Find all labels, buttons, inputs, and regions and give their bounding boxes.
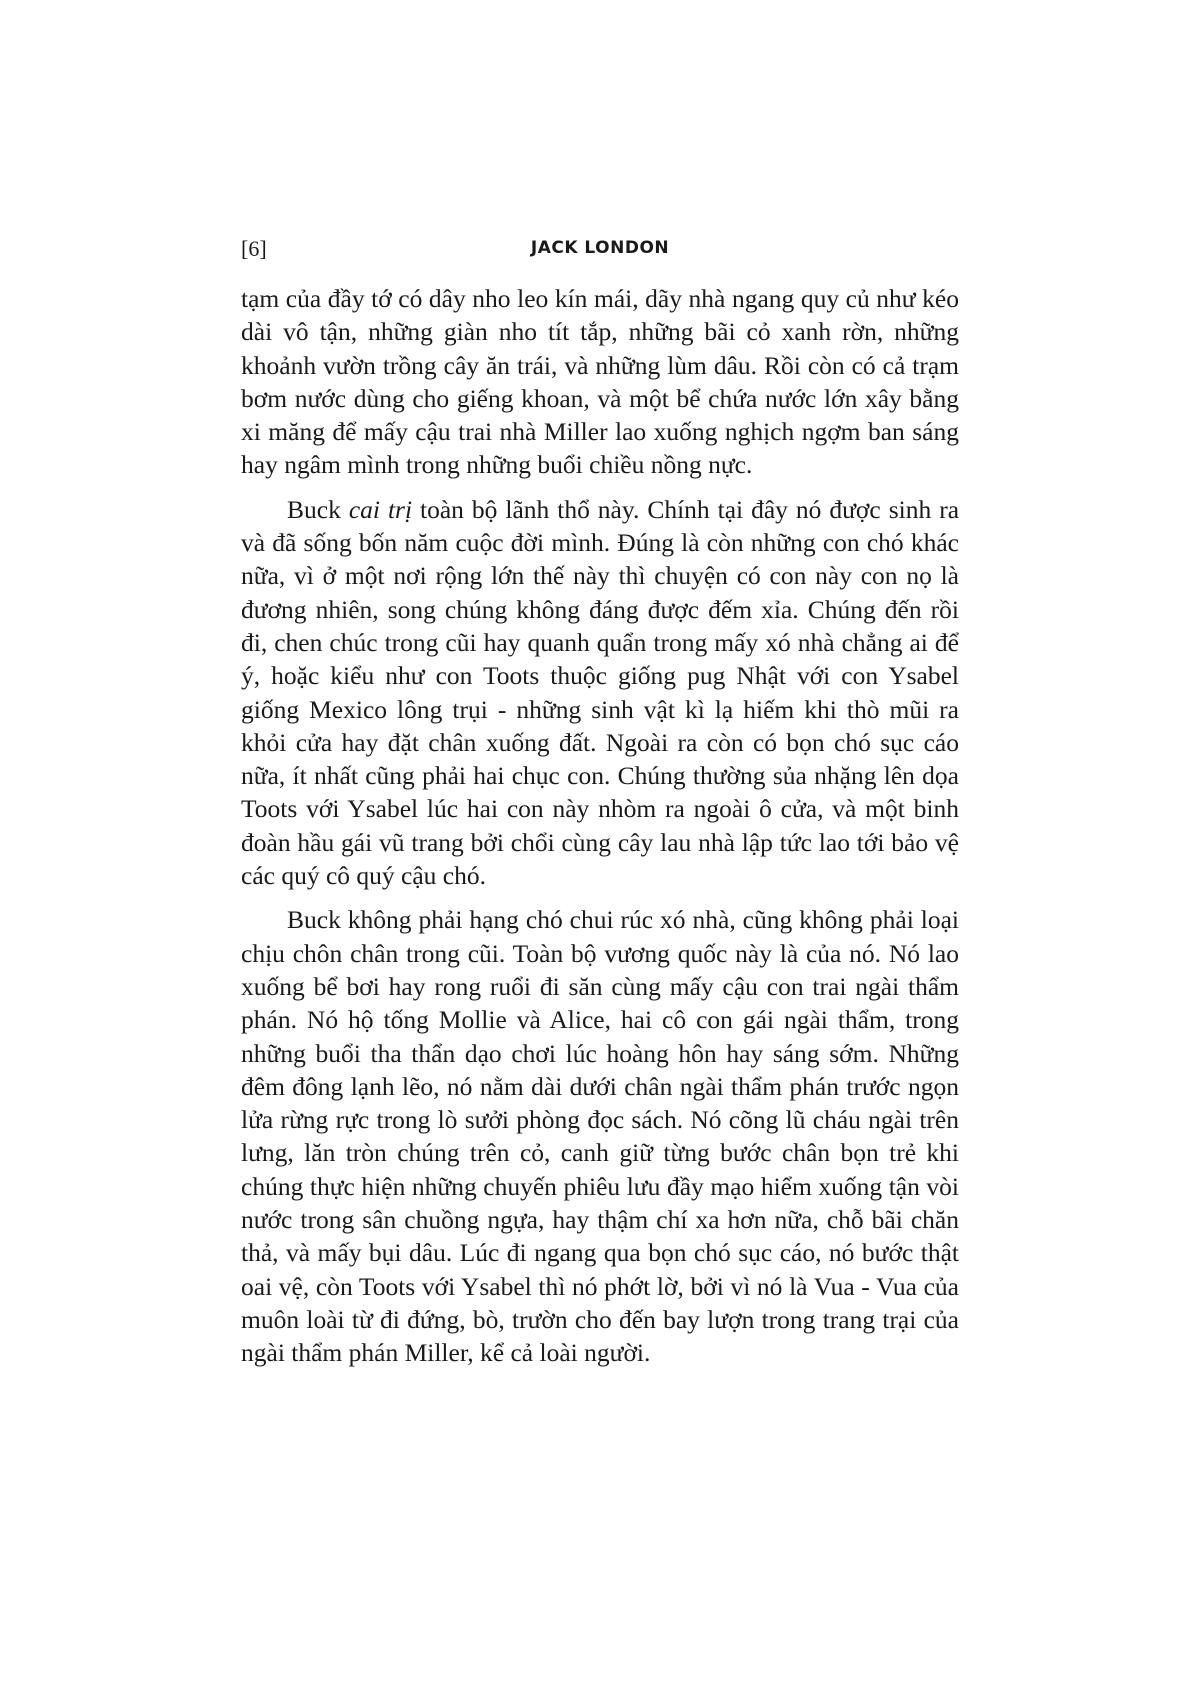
paragraph-text: toàn bộ lãnh thổ này. Chính tại đây nó được sinh ra và đã sống bốn năm cuộc đời mình. Đúng là còn những con chó khác nữa, vì ở một nơi rộng lớn thế này thì chuyện có con này con nọ là đương nhiên, song chúng không đáng được đếm xỉa. Chúng đến rồi đi, chen chúc trong cũi hay quanh quẩn trong mấy xó nhà chẳng ai để ý, hoặc kiểu như con Toots thuộc giống pug Nhật với con Ysabel giống Mexico lông trụi - những sinh vật kì lạ hiếm khi thò mũi ra khỏi cửa hay đặt chân xuống đất. Ngoài ra còn có bọn chó sục cáo nữa, ít nhất cũng phải hai chục con. Chúng thường sủa nhặng lên dọa Toots với Ysabel lúc hai con này nhòm ra ngoài ô cửa, và một binh đoàn hầu gái vũ trang bởi chổi cùng cây lau nhà lập tức lao tới bảo vệ các quý cô quý cậu chó. — [241, 494, 960, 891]
page-number: [6] — [241, 236, 267, 261]
running-head-author: JACK LONDON — [530, 238, 670, 258]
paragraph-continued: tạm của đầy tớ có dây nho leo kín mái, dãy nhà ngang quy củ như kéo dài vô tận, những giàn nho tít tắp, những bãi cỏ xanh rờn, những khoảnh vườn trồng cây ăn trái, và những lùm dâu. Rồi còn có cả trạm bơm nước dùng cho giếng khoan, và một bể chứa nước lớn xây bằng xi măng để mấy cậu trai nhà Miller lao xuống nghịch ngợm ban sáng hay ngâm mình trong những buổi chiều nồng nực. — [241, 284, 959, 480]
body-text — [241, 282, 959, 1381]
paragraph-buck-kingdom: Buck không phải hạng chó chui rúc xó nhà, cũng không phải loại chịu chôn chân trong cũi. Toàn bộ vương quốc này là của nó. Nó lao xuống bể bơi hay rong ruổi đi săn cùng mấy cậu con trai ngài thẩm phán. Nó hộ tống Mollie và Alice, hai cô con gái ngài thẩm, trong những buổi tha thẩn dạo chơi lúc hoàng hôn hay sáng sớm. Những đêm đông lạnh lẽo, nó nằm dài dưới chân ngài thẩm phán trước ngọn lửa rừng rực trong lò sưởi phòng đọc sách. Nó cõng lũ cháu ngài trên lưng, lăn tròn chúng trên cỏ, canh giữ từng bước chân bọn trẻ khi chúng thực hiện những chuyến phiêu lưu đầy mạo hiểm xuống tận vòi nước trong sân chuồng ngựa, hay thậm chí xa hơn nữa, chỗ bãi chăn thả, và mấy bụi dâu. Lúc đi ngang qua bọn chó sục cáo, nó bước thật oai vệ, còn Toots với Ysabel thì nó phớt lờ, bởi vì nó là Vua - Vua của muôn loài từ đi đứng, bò, trườn cho đến bay lượn trong trang trại của ngài thẩm phán Miller, kể cả loài người. — [241, 905, 959, 1368]
italic-phrase: cai trị — [348, 494, 413, 524]
paragraph-text: Buck — [287, 494, 349, 524]
running-head — [241, 236, 959, 266]
paragraph-buck-rules — [241, 493, 959, 893]
